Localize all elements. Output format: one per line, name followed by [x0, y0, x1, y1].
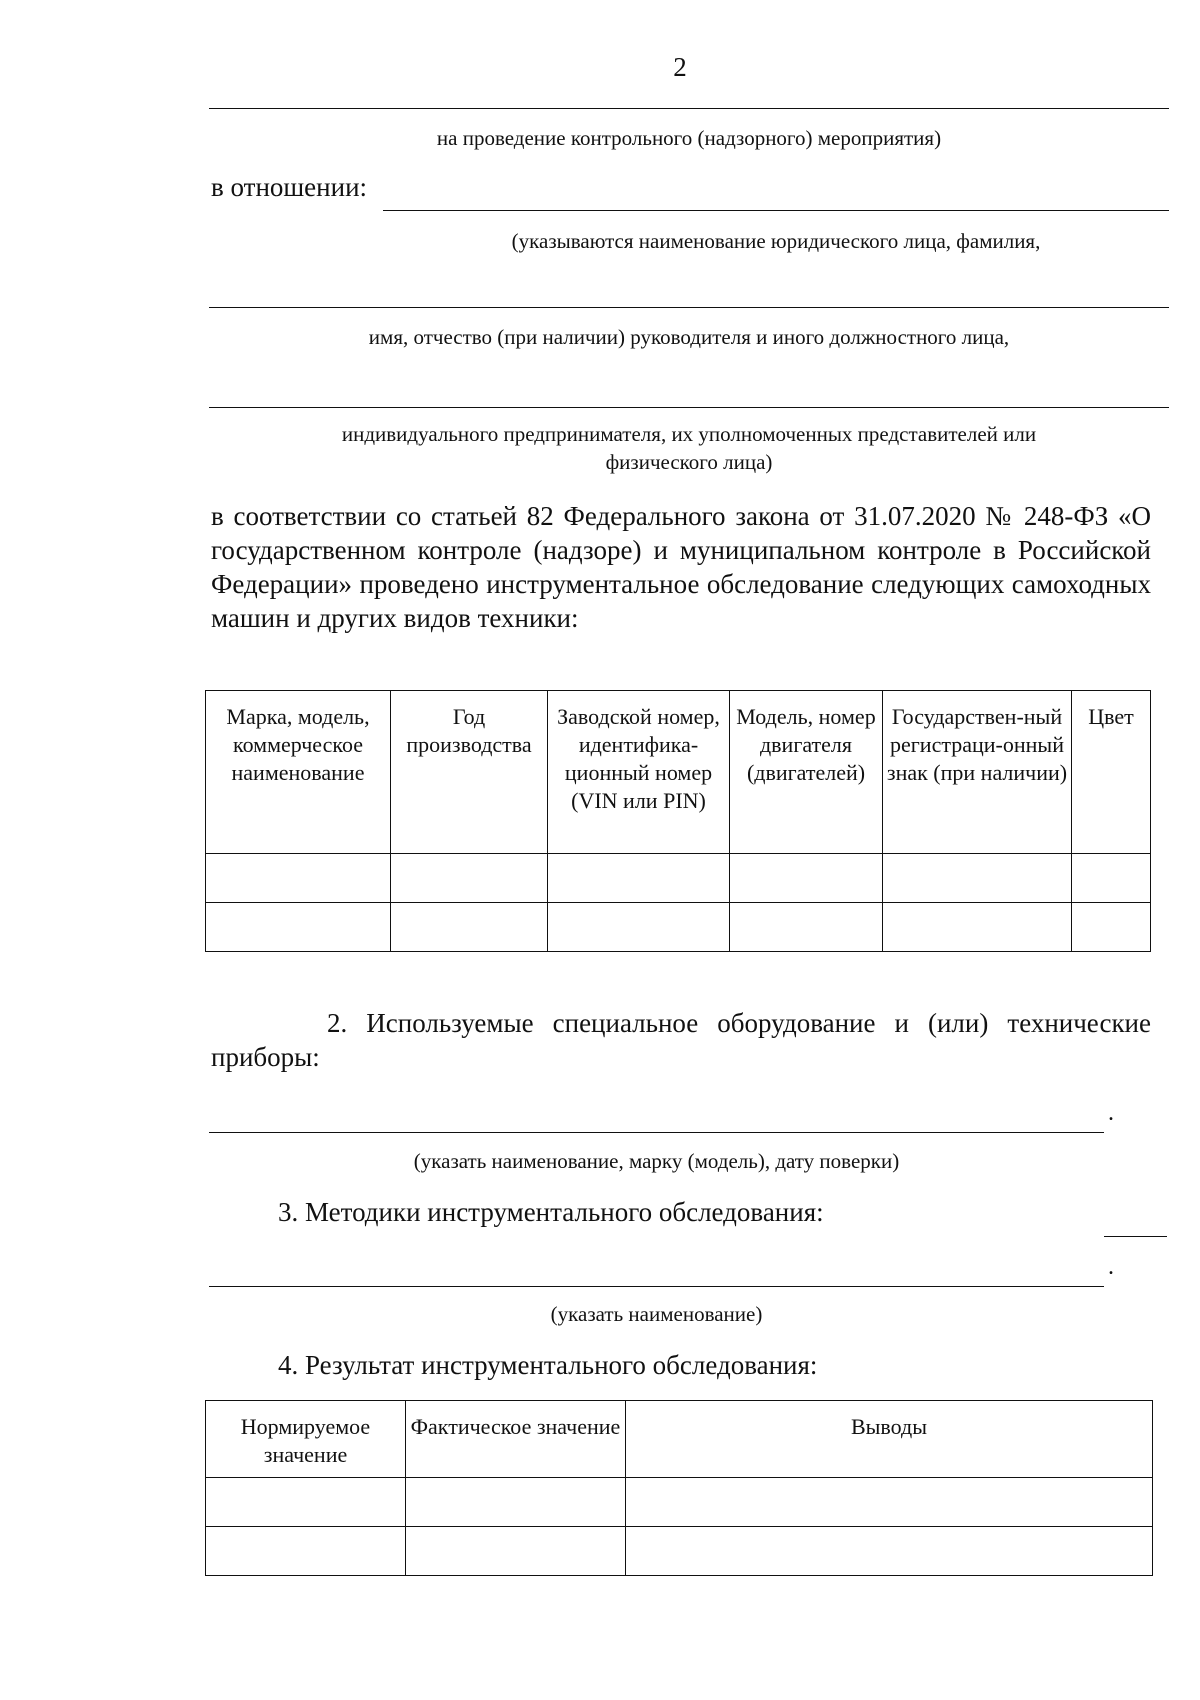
- table-cell[interactable]: [626, 1527, 1153, 1576]
- equipment-caption: (указать наименование, марку (модель), дату поверки): [413, 1149, 900, 1173]
- column-header-registration-plate: Государствен-ный регистраци-онный знак (при наличии): [883, 691, 1072, 854]
- relation-fill-line[interactable]: [383, 210, 1169, 211]
- page-number: 2: [673, 52, 687, 82]
- purpose-caption: на проведение контрольного (надзорного) мероприятия): [436, 126, 942, 150]
- equipment-end-mark: .: [1108, 1100, 1114, 1126]
- relation-caption-3: [209, 420, 1169, 476]
- table-row: [206, 903, 1151, 952]
- table-cell[interactable]: [1072, 903, 1151, 952]
- table-cell[interactable]: [406, 1478, 626, 1527]
- equipment-fill-line[interactable]: [209, 1132, 1104, 1133]
- table-cell[interactable]: [548, 854, 730, 903]
- table-cell[interactable]: [548, 903, 730, 952]
- relation-label: в отношении:: [211, 172, 368, 202]
- methods-fill-line-end[interactable]: [1104, 1236, 1167, 1237]
- column-header-actual-value: Фактическое значение: [406, 1401, 626, 1478]
- relation-caption-2: имя, отчество (при наличии) руководителя и иного должностного лица,: [368, 325, 1010, 349]
- relation-caption-3-line-1: индивидуального предпринимателя, их уполномоченных представителей или: [341, 422, 1037, 446]
- methods-end-mark: .: [1108, 1254, 1114, 1280]
- methods-caption: (указать наименование): [550, 1302, 763, 1326]
- table-cell[interactable]: [1072, 854, 1151, 903]
- column-header-normative-value: Нормируемое значение: [206, 1401, 406, 1478]
- results-table-header-row: [206, 1401, 1153, 1478]
- column-header-engine-model: Модель, номер двигателя (двигателей): [730, 691, 883, 854]
- section-4-text: 4. Результат инструментального обследования:: [278, 1350, 818, 1380]
- table-cell[interactable]: [206, 1478, 406, 1527]
- table-cell[interactable]: [391, 854, 548, 903]
- relation-caption-1: (указываются наименование юридического лица, фамилия,: [511, 229, 1041, 253]
- section-2-text: 2. Используемые специальное оборудование и (или) технические приборы:: [211, 1008, 1151, 1072]
- intro-paragraph: в соответствии со статьей 82 Федерального закона от 31.07.2020 № 248-ФЗ «О государственном контроле (надзоре) и муниципальном контроле в Российской Федерации» проведено инструментальное обследование следующих самоходных машин и других видов техники:: [211, 501, 1151, 633]
- vehicles-table: [205, 690, 1151, 952]
- column-header-production-year: Год производства: [391, 691, 548, 854]
- table-row: [206, 1478, 1153, 1527]
- table-cell[interactable]: [730, 854, 883, 903]
- representative-fill-line[interactable]: [209, 407, 1169, 408]
- results-table: [205, 1400, 1153, 1576]
- table-cell[interactable]: [626, 1478, 1153, 1527]
- table-cell[interactable]: [206, 1527, 406, 1576]
- methods-fill-line[interactable]: [209, 1286, 1104, 1287]
- table-cell[interactable]: [730, 903, 883, 952]
- column-header-brand-model: Марка, модель, коммерческое наименование: [206, 691, 391, 854]
- top-fill-line[interactable]: [209, 108, 1169, 109]
- name-fill-line[interactable]: [209, 307, 1169, 308]
- table-cell[interactable]: [406, 1527, 626, 1576]
- table-cell[interactable]: [883, 903, 1072, 952]
- table-cell[interactable]: [391, 903, 548, 952]
- column-header-color: Цвет: [1072, 691, 1151, 854]
- table-cell[interactable]: [206, 903, 391, 952]
- column-header-serial-vin: Заводской номер, идентифика-ционный номер (VIN или PIN): [548, 691, 730, 854]
- vehicles-table-header-row: [206, 691, 1151, 854]
- table-cell[interactable]: [883, 854, 1072, 903]
- section-3-text: 3. Методики инструментального обследования:: [278, 1197, 824, 1227]
- table-cell[interactable]: [206, 854, 391, 903]
- table-row: [206, 1527, 1153, 1576]
- table-row: [206, 854, 1151, 903]
- column-header-conclusions: Выводы: [626, 1401, 1153, 1478]
- relation-caption-3-line-2: физического лица): [605, 450, 773, 474]
